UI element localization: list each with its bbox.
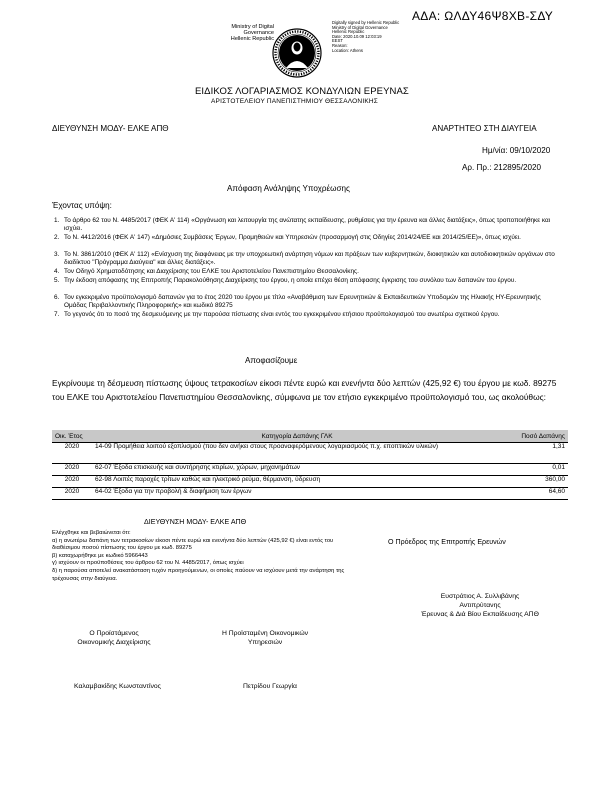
list-number: 4.: [54, 268, 60, 275]
table-row: [52, 464, 568, 476]
decision-paragraph: Εγκρίνουμε τη δέσμευση πίστωσης ύψους τετρακοσίων είκοσι πέντε ευρώ και ενενήντα δύο λεπτών (425,92 €) του έργου με κωδ. 89275 του ΕΛΚΕ του Αριστοτελείου Πανεπιστημίου Θεσσαλονίκης, σύμφωνα με τον ετήσιο εγκεκριμένο προϋπολογισμό του, ως ακολούθως:: [52, 378, 557, 403]
cell-amount: 64,60: [502, 488, 568, 500]
cell-category: 64-02 Έξοδα για την προβολή & διαφήμιση των έργων: [92, 488, 502, 500]
protocol-number: Αρ. Πρ.: 212895/2020: [462, 163, 541, 172]
list-number: 7.: [54, 311, 60, 318]
list-text: Το γεγονός ότι το ποσό της δεσμευόμενης με την παρούσα πίστωσης είναι εντός του εγκεκριμένου ετήσιου προϋπολογισμού του ανωτέρω σχετικού έργου.: [64, 311, 500, 318]
digital-signature-stamp: [332, 21, 402, 53]
cell-category: 14-09 Προμήθεια λοιπού εξοπλισμού (που δεν ανήκει στους προαναφερόμενους λογαριασμούς π.χ. εποπτικών υλικών): [92, 443, 502, 464]
cell-year: 2020: [52, 464, 92, 476]
stamp-line: Hellenic Republic: [332, 29, 365, 35]
verification-line: δ) η παρούσα αποτελεί ανακατάσταση τυχόν προηγούμενων, οι οποίες παύουν να ισχύουν μετά την ανάρτηση της τρέχουσας στην διαύγεια.: [52, 567, 345, 582]
list-item: [54, 268, 564, 277]
organization-name: ΕΙΔΙΚΟΣ ΛΟΓΑΡΙΑΣΜΟΣ ΚΟΝΔΥΛΙΩΝ ΕΡΕΥΝΑΣ: [195, 86, 409, 97]
list-number: 5.: [54, 277, 60, 284]
president-signature-block: [405, 592, 555, 619]
column-header-year: Οικ. Έτος: [52, 430, 92, 443]
verification-block: [52, 530, 362, 583]
list-number: 2.: [54, 234, 60, 241]
stamp-line: Digitally signed by Hellenic Republic: [332, 20, 400, 25]
financial-services-head: [200, 629, 330, 647]
list-text: Την έκδοση απόφασης της Επιτροπής Παρακολούθησης Διαχείρισης του έργου, η οποία επέχει θέση απόφασης έγκρισης του συνόλου των δαπανών του έργου.: [64, 277, 517, 284]
cell-amount: 360,00: [502, 476, 568, 488]
list-number: 3.: [54, 251, 60, 258]
ada-code: ΑΔΑ: ΩΛΔΥ46Ψ8ΧΒ-ΣΔΥ: [412, 9, 554, 23]
list-item: [54, 217, 564, 234]
university-seal-logo: [272, 28, 322, 78]
president-role-detail: Έρευνας & Διά Βίου Εκπαίδευσης ΑΠΘ: [421, 611, 539, 618]
considerations-list: [54, 217, 564, 328]
verification-title: ΔΙΕΥΘΥΝΣΗ ΜΟΔΥ- ΕΛΚΕ ΑΠΘ: [144, 518, 247, 526]
cell-amount: 1,31: [502, 443, 568, 464]
decision-heading: Αποφασίζουμε: [245, 356, 298, 365]
cell-category: 62-98 Λοιπές παροχές τρίτων καθώς και ηλεκτρικό ρεύμα, θέρμανση, ύδρευση: [92, 476, 502, 488]
list-item: [54, 234, 564, 251]
organization-subtitle: ΑΡΙΣΤΟΤΕΛΕΙΟΥ ΠΑΝΕΠΙΣΤΗΜΙΟΥ ΘΕΣΣΑΛΟΝΙΚΗΣ: [211, 98, 378, 105]
officer-name: Πετρίδου Γεωργία: [243, 683, 297, 690]
list-text: Το άρθρο 62 του Ν. 4485/2017 (ΦΕΚ Α' 114) «Οργάνωση και λειτουργία της ανώτατης εκπαίδευσης, ρυθμίσεις για την έρευνα και άλλες διατάξεις», όπως τροποποιήθηκε και ισχύει.: [64, 217, 551, 233]
column-header-amount: Ποσό Δαπάνης: [502, 430, 568, 443]
publication-note: ΑΝΑΡΤΗΤΕΟ ΣΤΗ ΔΙΑΥΓΕΙΑ: [432, 124, 537, 133]
president-name: Ευστράτιος Α. Συλλιβάνης: [440, 593, 520, 600]
table-row: [52, 443, 568, 464]
table-row: [52, 476, 568, 488]
document-title: Απόφαση Ανάληψης Υποχρέωσης: [227, 184, 350, 193]
cell-year: 2020: [52, 476, 92, 488]
financial-management-head: [58, 629, 170, 647]
column-header-category: Κατηγορία Δαπάνης ΓΛΚ: [92, 430, 502, 443]
president-title: Ο Πρόεδρος της Επιτροπής Ερευνών: [388, 538, 506, 546]
officer-title: Η Προϊσταμένη Οικονομικών: [221, 630, 309, 637]
department-header: ΔΙΕΥΘΥΝΣΗ ΜΟΔΥ- ΕΛΚΕ ΑΠΘ: [52, 124, 169, 133]
seal-caption-line: Ministry of Digital: [231, 24, 274, 30]
officer-title: Ο Προϊστάμενος: [89, 630, 139, 637]
table-header-row: [52, 430, 568, 443]
stamp-line: Date: 2020.10.09 12:03:19: [332, 33, 382, 39]
cell-year: 2020: [52, 443, 92, 464]
stamp-line: EEST: [332, 38, 343, 44]
list-item: [54, 251, 564, 268]
seal-caption-line: Governance: [243, 30, 274, 36]
list-text: Τον Οδηγό Χρηματοδότησης και Διαχείρισης του ΕΛΚΕ του Αριστοτελείου Πανεπιστημίου Θεσσαλονίκης.: [64, 268, 359, 275]
seal-caption: [212, 24, 274, 42]
list-item: [54, 277, 564, 294]
stamp-line: Location: Athens: [332, 47, 363, 53]
stamp-line: Ministry of Digital Governance: [332, 24, 388, 30]
officer-name: Καλαμβακίδης Κωνσταντίνος: [74, 683, 161, 690]
list-text: Το Ν. 3861/2010 (ΦΕΚ Α' 112) «Ενίσχυση της διαφάνειας με την υποχρεωτική ανάρτηση νόμων και πράξεων των κυβερνητικών, διοικητικών και αυτοδιοικητικών οργάνων στο διαδίκτυο "Πρόγραμμα Διαύγεια" και άλλες διατάξεις».: [64, 251, 555, 267]
considering-heading: Έχοντας υπόψη:: [52, 201, 112, 210]
list-text: Το Ν. 4412/2016 (ΦΕΚ Α' 147) «Δημόσιες Συμβάσεις Έργων, Προμηθειών και Υπηρεσιών (προσαρμογή στις Οδηγίες 2014/24/ΕΕ και 2014/25/ΕΕ)», όπως ισχύει.: [64, 234, 521, 241]
cell-year: 2020: [52, 488, 92, 500]
officer-title: Υπηρεσιών: [247, 639, 283, 646]
document-date: Ημ/νία: 09/10/2020: [482, 146, 551, 155]
list-item: [54, 294, 564, 311]
list-number: 1.: [54, 217, 60, 224]
stamp-line: Reason:: [332, 42, 348, 48]
verification-line: α) η ανωτέρω δαπάνη των τετρακοσίων είκοσι πέντε ευρώ και ενενήντα δύο λεπτών (425,92 €) είναι εντός του διαθέσιμου ποσού πίστωσης του έργου με κωδ. 89275: [52, 537, 334, 552]
cell-amount: 0,01: [502, 464, 568, 476]
budget-table: [52, 430, 568, 500]
president-role: Αντιπρύτανης: [459, 602, 501, 609]
cell-category: 62-07 Έξοδα επισκευής και συντήρησης κτιρίων, χώρων, μηχανημάτων: [92, 464, 502, 476]
officer-title: Οικονομικής Διαχείρισης: [77, 639, 151, 646]
list-item: [54, 311, 564, 328]
list-text: Τον εγκεκριμένο προϋπολογισμό δαπανών για το έτος 2020 του έργου με τίτλο «Αναβάθμιση των Ερευνητικών & Εκπαιδευτικών Υποδομών της Ηλιακής ΗΥ-Ερευνητικής Ομάδας Περιβαλλοντικής Πληροφορικής» και κωδικό 89275: [64, 294, 541, 310]
table-row: [52, 488, 568, 500]
verification-line: γ) ισχύουν οι προϋποθέσεις του άρθρου 62 του Ν. 4485/2017, όπως ισχύει: [52, 560, 244, 567]
seal-caption-line: Hellenic Republic: [230, 36, 274, 42]
verification-intro: Ελέγχθηκε και βεβαιώνεται ότι:: [52, 530, 131, 536]
verification-line: β) καταχωρήθηκε με κωδικό 5966443: [52, 552, 148, 559]
list-number: 6.: [54, 294, 60, 301]
